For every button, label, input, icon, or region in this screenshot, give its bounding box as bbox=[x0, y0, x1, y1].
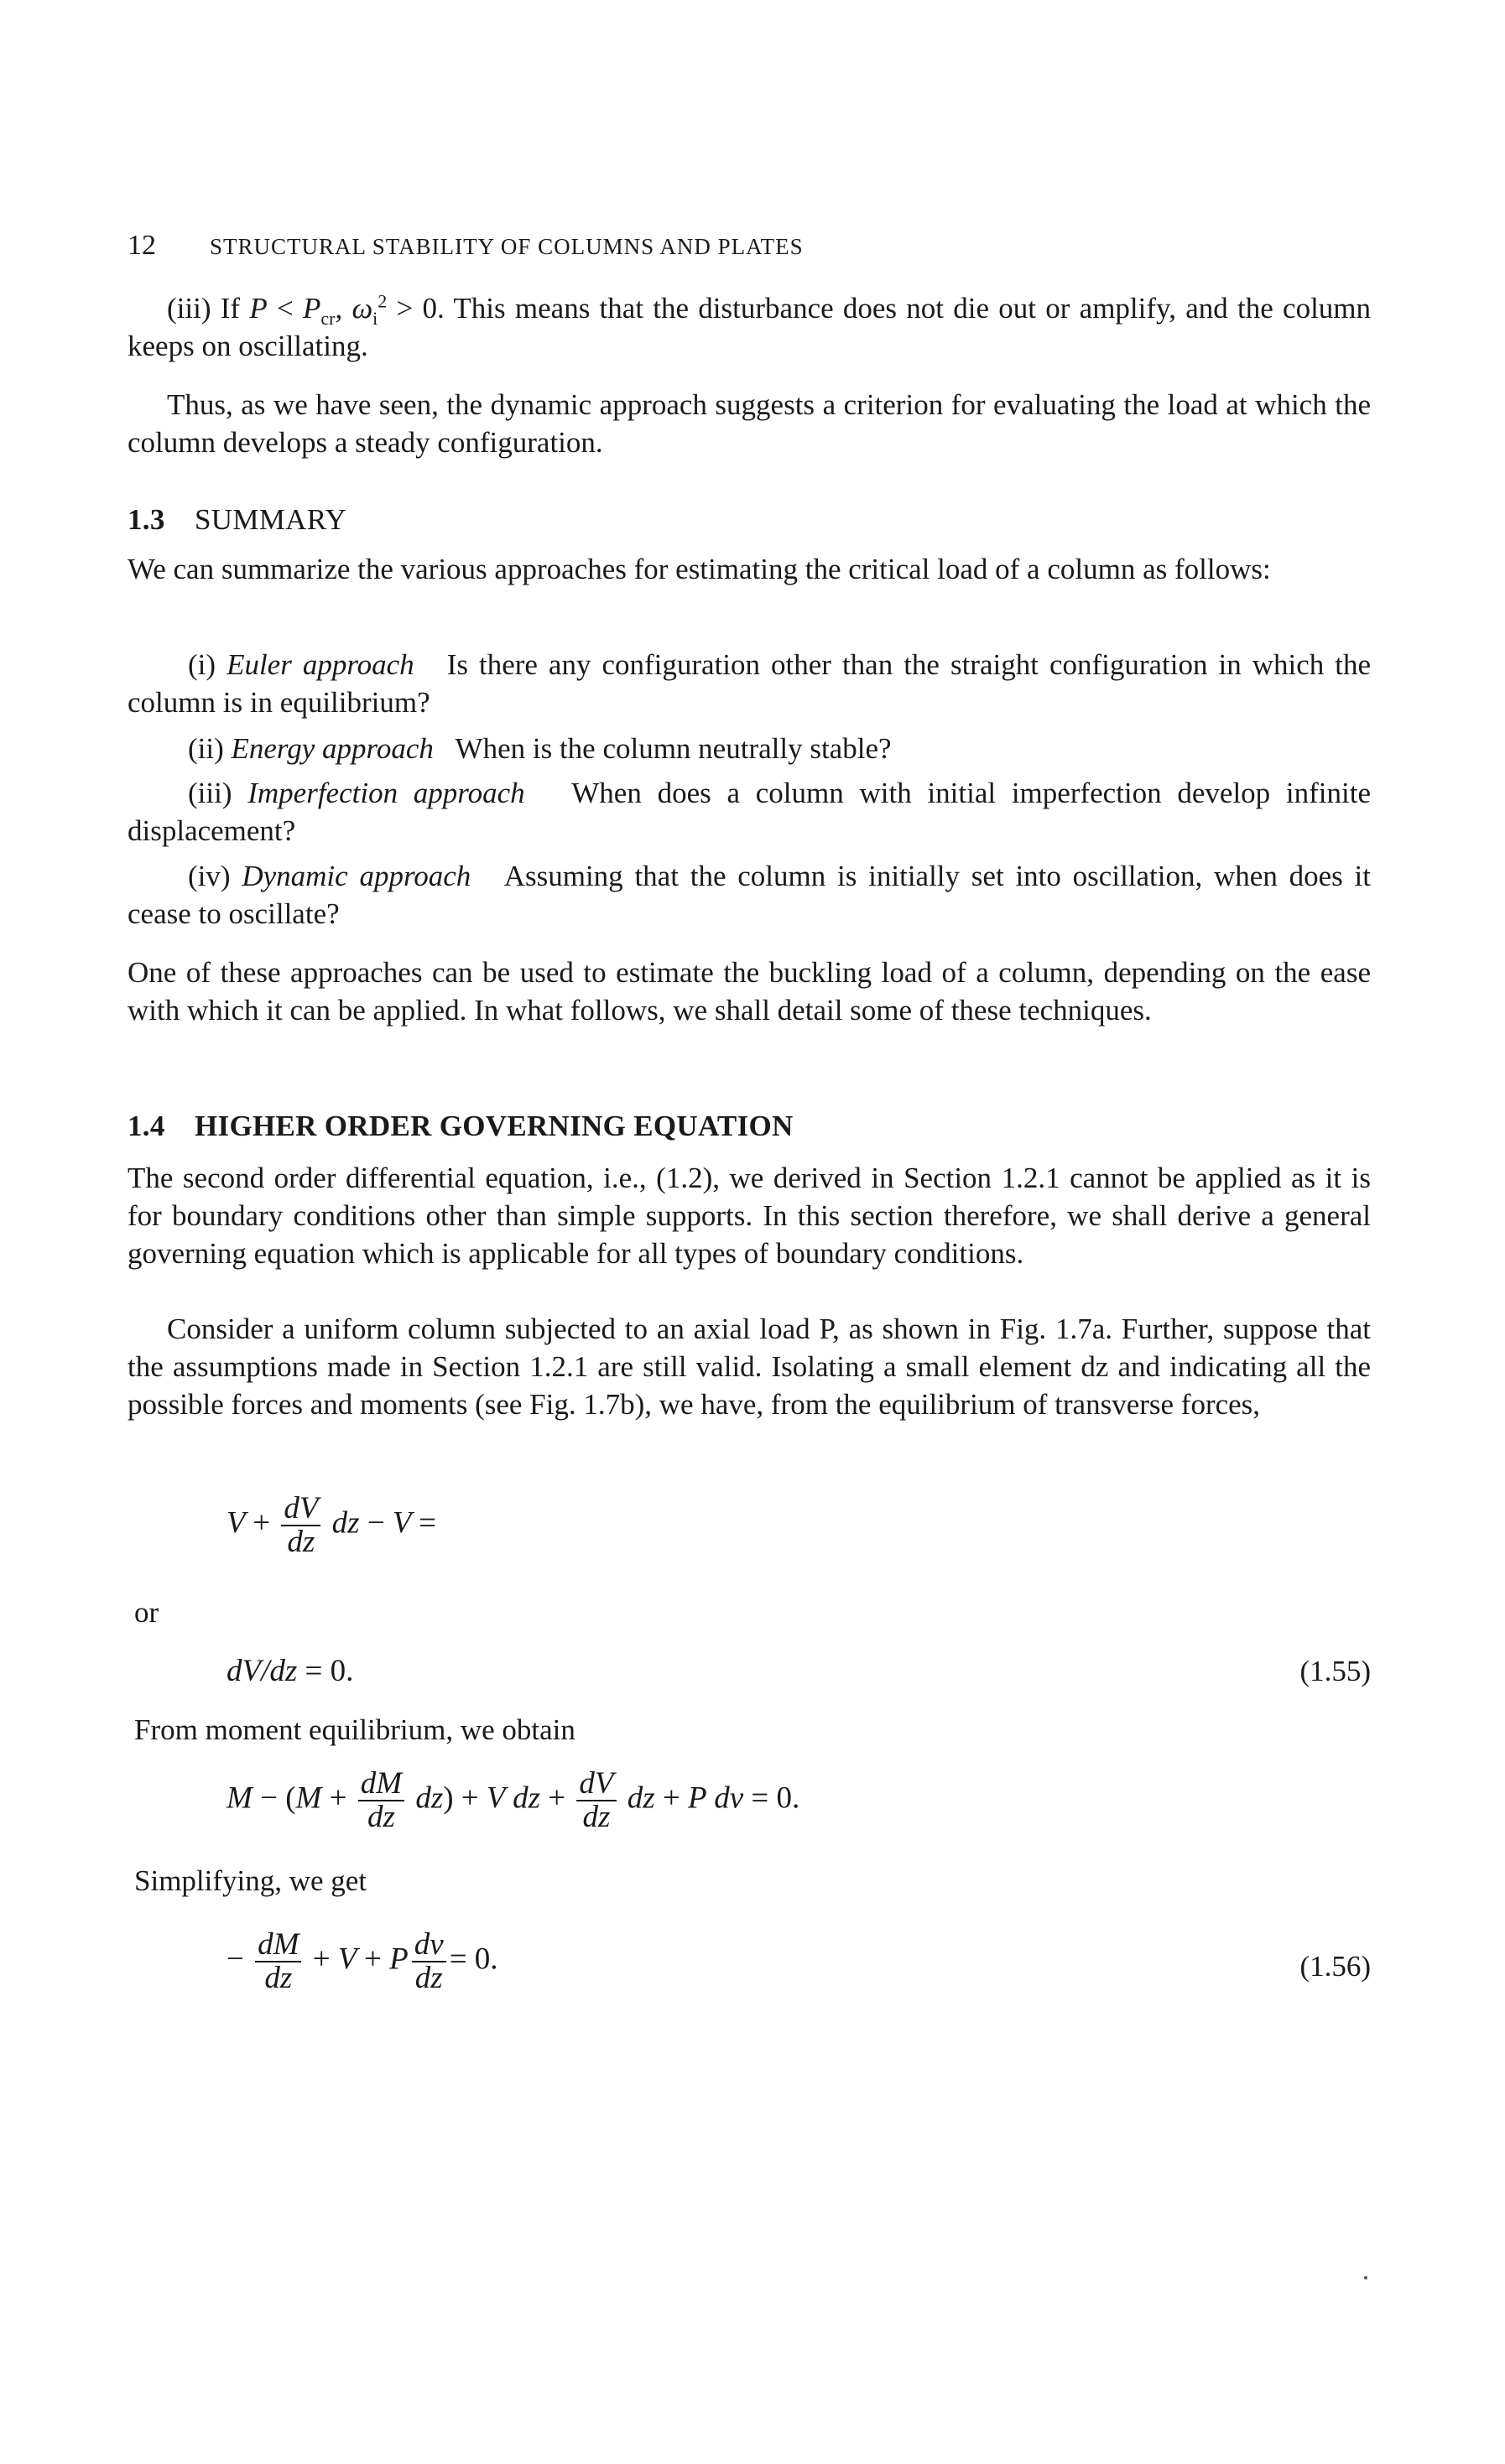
summary-lead: We can summarize the various approaches for estimating the critical load of a column as follows: bbox=[128, 553, 1271, 585]
moment-equilibrium-text: From moment equilibrium, we obtain bbox=[134, 1713, 575, 1746]
case-iii-condition-rendered: If $P < P_{cr}$, $\omega_i^2 > 0$. bbox=[220, 290, 445, 329]
scan-speck bbox=[1364, 2276, 1367, 2279]
fraction-dM-dz-2: $\frac{dM}{dz}$ bbox=[255, 1929, 301, 1994]
simplifying-text: Simplifying, we get bbox=[134, 1864, 367, 1897]
case-iii-label: (iii) bbox=[167, 292, 211, 325]
equation-number-1-55: (1.55) bbox=[1299, 1655, 1371, 1687]
fraction-dV-dz-2: $\frac{dV}{dz}$ bbox=[576, 1768, 616, 1833]
governing-eq-para-1: The second order differential equation, i.e., (1.2), we derived in Section 1.2.1 cannot be applied as it is for boundary conditions other than simple supports. In this section therefore, we shall derive a general governing equation which is applicable for all types of boundary conditions. bbox=[128, 1162, 1371, 1270]
item-label: Energy approach bbox=[231, 732, 434, 765]
summary-closing: One of these approaches can be used to estimate the buckling load of a column, depending on the ease with which it can be applied. In what follows, we shall detail some of these techniques. bbox=[128, 956, 1371, 1027]
item-number: (iv) bbox=[188, 860, 231, 892]
section-heading-1-4 bbox=[128, 1107, 794, 1145]
summary-item-euler bbox=[128, 646, 1371, 721]
item-text: When is the column neutrally stable? bbox=[455, 732, 892, 765]
item-number: (i) bbox=[188, 648, 216, 681]
dynamic-case-iii bbox=[128, 289, 1371, 365]
summary-item-imperfection bbox=[128, 774, 1371, 850]
item-number: (iii) bbox=[188, 777, 232, 809]
section-number: 1.4 bbox=[128, 1110, 165, 1142]
item-number: (ii) bbox=[188, 732, 224, 765]
section-number: 1.3 bbox=[128, 503, 165, 536]
section-heading-1-3 bbox=[128, 501, 346, 538]
case-iii-text: This means that the disturbance does not die out or amplify, and the column keeps on oscillating. bbox=[128, 292, 1372, 362]
summary-item-dynamic bbox=[128, 857, 1371, 933]
equation-1-55: dV/dz = 0. bbox=[227, 1654, 354, 1688]
fraction-dv-dz: $\frac{dv}{dz}$ bbox=[412, 1929, 446, 1994]
equation-transverse-forces: V + $\frac{dV}{dz}$ dz − V = bbox=[227, 1491, 437, 1559]
item-text: When does a column with initial imperfection develop infinite displacement? bbox=[128, 777, 1372, 847]
running-title: STRUCTURAL STABILITY OF COLUMNS AND PLATES bbox=[210, 234, 804, 259]
section-title: SUMMARY bbox=[195, 503, 347, 536]
equation-1-56: − $\frac{dM}{dz}$ + V + P $\frac{dv}{dz}$ = 0. bbox=[227, 1927, 498, 1995]
equation-number-1-56: (1.56) bbox=[1299, 1950, 1371, 1983]
item-label: Dynamic approach bbox=[242, 860, 471, 892]
fraction-dM-dz: $\frac{dM}{dz}$ bbox=[358, 1768, 404, 1833]
item-text: Assuming that the column is initially set into oscillation, when does it cease to oscillate? bbox=[128, 860, 1371, 930]
summary-item-energy bbox=[128, 730, 1371, 767]
item-label: Imperfection approach bbox=[247, 777, 525, 809]
item-label: Euler approach bbox=[227, 648, 414, 681]
page-number: 12 bbox=[128, 230, 156, 261]
conclusion-paragraph: Thus, as we have seen, the dynamic approach suggests a criterion for evaluating the load at which the column develops a steady configuration. bbox=[128, 388, 1371, 459]
item-text: Is there any configuration other than the straight configuration in which the column is in equilibrium? bbox=[128, 648, 1372, 719]
equation-moment-equilibrium: M − (M + $\frac{dM}{dz}$ dz) + V dz + $\frac{dV}{dz}$ dz + P dv = 0. bbox=[227, 1766, 800, 1834]
governing-eq-para-2: Consider a uniform column subjected to an axial load P, as shown in Fig. 1.7a. Further, suppose that the assumptions made in Section 1.2.1 are still valid. Isolating a small element dz and indicating all the possible forces and moments (see Fig. 1.7b), we have, from the equilibrium of transverse forces, bbox=[128, 1313, 1371, 1421]
section-title: HIGHER ORDER GOVERNING EQUATION bbox=[195, 1110, 794, 1142]
running-head bbox=[128, 226, 1386, 266]
or-label: or bbox=[134, 1596, 159, 1629]
fraction-dV-dz: $\frac{dV}{dz}$ bbox=[281, 1493, 320, 1558]
